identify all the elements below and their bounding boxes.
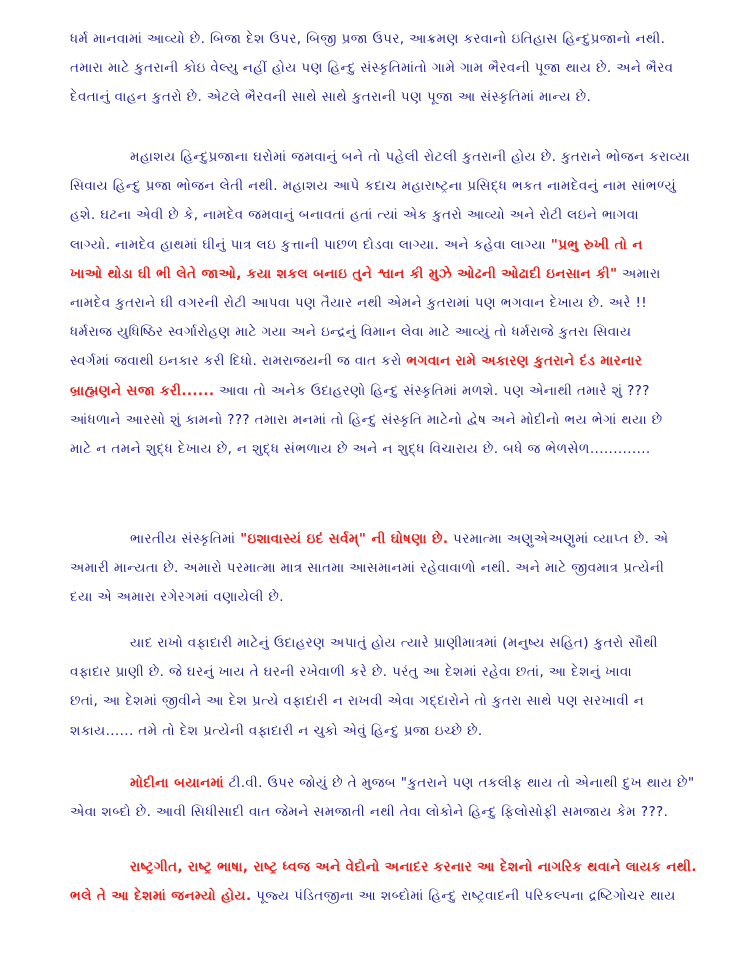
body-text: શકાય...... તમે તો દેશ પ્રત્યેની વફાદારી ન ચુકો એવું હિન્દુ પ્રજા ઇચ્છે છે. — [70, 722, 483, 739]
body-text: પૂજ્ય પંડિતજીના આ શબ્દોમાં હિન્દુ રાષ્ટ્રવાદની પરિકલ્પના દ્રષ્ટિગોચર થાય — [251, 888, 676, 905]
body-text: ધર્મરાજ યુધિષ્ઠિર સ્વર્ગારોહણ માટે ગયા અને ઇન્દ્રનું વિમાન લેવા માટે આવ્યું તો ધર્મરાજે કુતરા સિવાય — [70, 324, 632, 341]
text-line — [70, 557, 664, 579]
text-line — [70, 380, 650, 402]
text-line — [70, 292, 647, 314]
body-text: હશે. ઘટના એવી છે કે, નામદેવ જમવાનું બનાવતાં હતાં ત્યાં એક કુતરો આવ્યો અને રોટી લઇને ભાગવા — [70, 207, 639, 224]
highlighted-text: "પ્રભુ રુખી તો ન — [550, 236, 643, 253]
text-line — [70, 57, 673, 79]
body-text: ભારતીય સંસ્કૃતિમાં — [130, 531, 241, 547]
highlighted-text: ખાઓ થોડા ઘી ભી લેતે જાઓ, કયા શકલ બનાઇ તુને શ્વાન કી મુઝે ઓઢની ઓઢાદી ઇનસાન કી" — [70, 265, 618, 282]
highlighted-text: "ઇશાવાસ્યં ઇદં સર્વમ્" ની ઘોષણા છે. — [240, 531, 449, 547]
text-line — [70, 438, 651, 460]
text-line — [70, 885, 676, 907]
body-text: પરમાત્મા અણુએઅણુમાં વ્યાપ્ત છે. એ — [448, 531, 669, 547]
body-text: ટી.વી. ઉપર જોયું છે તે મુજબ "કુતરાને પણ તકલીફ થાય તો એનાથી દુખ થાય છે" — [223, 775, 695, 791]
body-text: સિવાય હિન્દુ પ્રજા ભોજન લેતી નથી. મહાશય આપે કદાચ મહારાષ્ટ્રના પ્રસિદ્ધ ભકત નામદેવનું નામ સાંભળ્યું — [70, 178, 677, 195]
body-text: વફાદાર પ્રાણી છે. જે ઘરનું ખાય તે ઘરની રખેવાળી કરે છે. પરંતુ આ દેશમાં રહેવા છતાં, આ દેશનું ખાવા — [70, 664, 633, 681]
body-text: તમારા માટે કુતરાની કોઇ વેલ્યુ નહીં હોય પણ હિન્દુ સંસ્કૃતિમાંતો ગામે ગામ ભૈરવની પૂજા થાય છે. અને ભૈરવ — [70, 60, 674, 77]
text-line — [70, 350, 642, 372]
highlighted-text: રાષ્ટ્રગીત, રાષ્ટ્ર ભાષા, રાષ્ટ્ર ધ્વજ અને વેદોનો અનાદર કરનાર આ દેશનો નાગરિક થવાને લાયક નથી. — [130, 859, 697, 875]
highlighted-text: મોદીના બયાનમાં — [130, 775, 224, 791]
text-line — [130, 146, 690, 168]
body-text: અમારી માન્યતા છે. અમારો પરમાત્મા માત્ર સાતમા આસમાનમાં રહેવાવાળો નથી. અને માટે જીવમાત્ર પ્રત્યેની — [70, 560, 665, 577]
body-text: દયા એ અમારા રગેરગમાં વણાયેલી છે. — [70, 589, 284, 606]
text-line — [70, 409, 663, 431]
text-line — [130, 772, 695, 794]
body-text: નામદેવ કુતરાને ઘી વગરની રોટી આપવા પણ તૈયાર નથી એમને કુતરામાં પણ ભગવાન દેખાય છે. અરે !! — [70, 295, 648, 311]
body-text: છતાં, આ દેશમાં જીવીને આ દેશ પ્રત્યે વફાદારી ન રાખવી એવા ગદ્દારોને તો કુતરા સાથે પણ સરખાવી ન — [70, 693, 645, 710]
text-line — [130, 632, 658, 654]
highlighted-text: ભગવાન રામે અકારણ કુતરાને દંડ મારનાર — [406, 353, 643, 370]
body-text: આવા તો અનેક ઉદાહરણો હિન્દુ સંસ્કૃતિમાં મળશે. પણ એનાથી તમારે શું ??? — [214, 382, 650, 399]
text-line — [70, 175, 676, 197]
body-text: લાગ્યો. નામદેવ હાથમાં ઘીનું પાત્ર લઇ કુત્તાની પાછળ દોડવા લાગ્યા. અને કહેવા લાગ્યા — [70, 236, 551, 253]
body-text: યાદ રાખો વફાદારી માટેનું ઉદાહરણ અપાતું હોય ત્યારે પ્રાણીમાત્રમાં (મનુષ્ય સહિત) કુતરો સૌથી — [130, 635, 658, 651]
text-line — [70, 234, 643, 256]
text-line — [70, 661, 632, 683]
body-text: માટે ન તમને શુદ્ધ દેખાય છે, ન શુદ્ધ સંભળાય છે અને ન શુદ્ધ વિચારાય છે. બધે જ ભેળસેળ............. — [70, 441, 651, 457]
highlighted-text: ભલે તે આ દેશમાં જનમ્યો હોય. — [70, 888, 252, 905]
text-line — [70, 586, 284, 608]
body-text: સ્વર્ગમાં જવાથી ઇનકાર કરી દિધો. રામરાજયની જ વાત કરો — [70, 353, 407, 370]
text-line — [130, 856, 697, 878]
text-line — [70, 720, 483, 742]
text-line — [70, 204, 639, 226]
text-line — [70, 690, 644, 712]
highlighted-text: બ્રાહ્મણને સજા કરી...... — [70, 382, 215, 399]
body-text: દેવતાનું વાહન કુતરો છે. એટલે ભૈરવની સાથે સાથે કુતરાની પણ પૂજા આ સંસ્કૃતિમાં માન્ય છે. — [70, 89, 592, 106]
body-text: એવા શબ્દો છે. આવી સિધીસાદી વાત જેમને સમજાતી નથી તેવા લોકોને હિન્દુ ફિલોસોફી સમજાય કેમ ???. — [70, 804, 669, 821]
body-text: આંધળાને આરસો શું કામનો ??? તમારા મનમાં તો હિન્દુ સંસ્કૃતિ માટેનો દ્વેષ અને મોદીનો ભય ભેગાં થયા છે — [70, 411, 663, 428]
text-line — [70, 321, 631, 343]
text-line — [70, 86, 591, 108]
body-text: અમારા — [617, 265, 661, 282]
text-line — [70, 263, 661, 285]
text-line — [70, 28, 665, 50]
text-line — [130, 528, 669, 550]
body-text: મહાશય હિન્દુપ્રજાના ઘરોમાં જમવાનું બને તો પહેલી રોટલી કુતરાની હોય છે. કુતરાને ભોજન કરાવ્યા — [130, 149, 691, 165]
body-text: ધર્મ માનવામાં આવ્યો છે. બિજા દેશ ઉપર, બિજી પ્રજા ઉપર, આક્રમણ કરવાનો ઇતિહાસ હિન્દુપ્રજાનો નથી. — [70, 31, 666, 47]
text-line — [70, 801, 668, 823]
